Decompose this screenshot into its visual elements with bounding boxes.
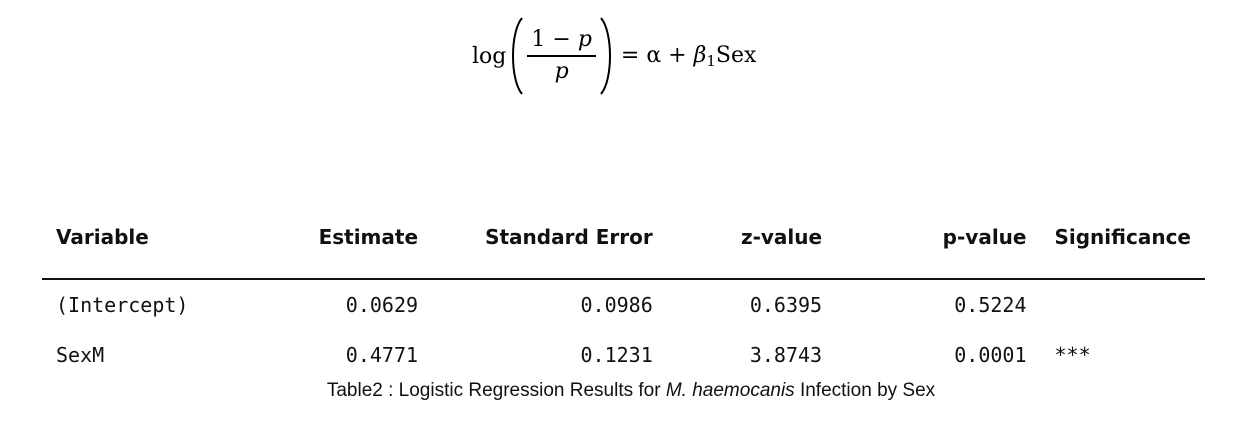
formula-covariate: Sex	[715, 42, 757, 68]
formula-beta-sub: 1	[706, 51, 716, 70]
header-p-value: p-value	[836, 196, 1040, 279]
cell-variable: (Intercept)	[56, 293, 189, 317]
caption-species: M. haemocanis	[665, 380, 795, 401]
table-caption	[0, 380, 1254, 402]
regression-results-table	[42, 196, 1205, 380]
table-row	[42, 279, 1205, 330]
header-z-value: z-value	[667, 196, 836, 279]
left-paren-icon	[508, 16, 524, 96]
table-row	[42, 330, 1205, 380]
header-significance: Significance	[1040, 196, 1205, 279]
formula-numerator	[527, 25, 596, 55]
cell-z-value: 0.6395	[749, 293, 823, 317]
header-estimate: Estimate	[242, 196, 432, 279]
cell-p-value: 0.5224	[954, 293, 1027, 317]
cell-significance: ***	[1054, 343, 1091, 367]
header-standard-error: Standard Error	[432, 196, 667, 279]
cell-std-error: 0.1231	[580, 343, 653, 367]
formula-rhs	[621, 43, 756, 70]
formula-fraction	[527, 25, 596, 87]
cell-z-value: 3.8743	[749, 343, 823, 367]
cell-significance	[1040, 279, 1205, 330]
formula-log: log	[472, 43, 507, 69]
numerator-one: 1 −	[531, 27, 571, 53]
cell-estimate: 0.4771	[345, 343, 419, 367]
formula-denominator	[551, 57, 573, 87]
table-header-row	[42, 196, 1205, 279]
caption-prefix: Table2 : Logistic Regression Results for	[326, 380, 666, 401]
formula-beta: β	[693, 42, 707, 68]
cell-estimate: 0.0629	[345, 293, 419, 317]
cell-std-error: 0.0986	[580, 293, 653, 317]
right-paren-icon	[599, 16, 615, 96]
denominator-var: p	[554, 58, 569, 84]
regression-formula	[472, 14, 756, 98]
formula-equals-alpha: = α +	[620, 42, 687, 68]
cell-variable: SexM	[56, 343, 105, 367]
header-variable: Variable	[42, 196, 242, 279]
numerator-var: p	[577, 27, 592, 53]
caption-suffix: Infection by Sex	[794, 380, 936, 401]
cell-p-value: 0.0001	[954, 343, 1027, 367]
